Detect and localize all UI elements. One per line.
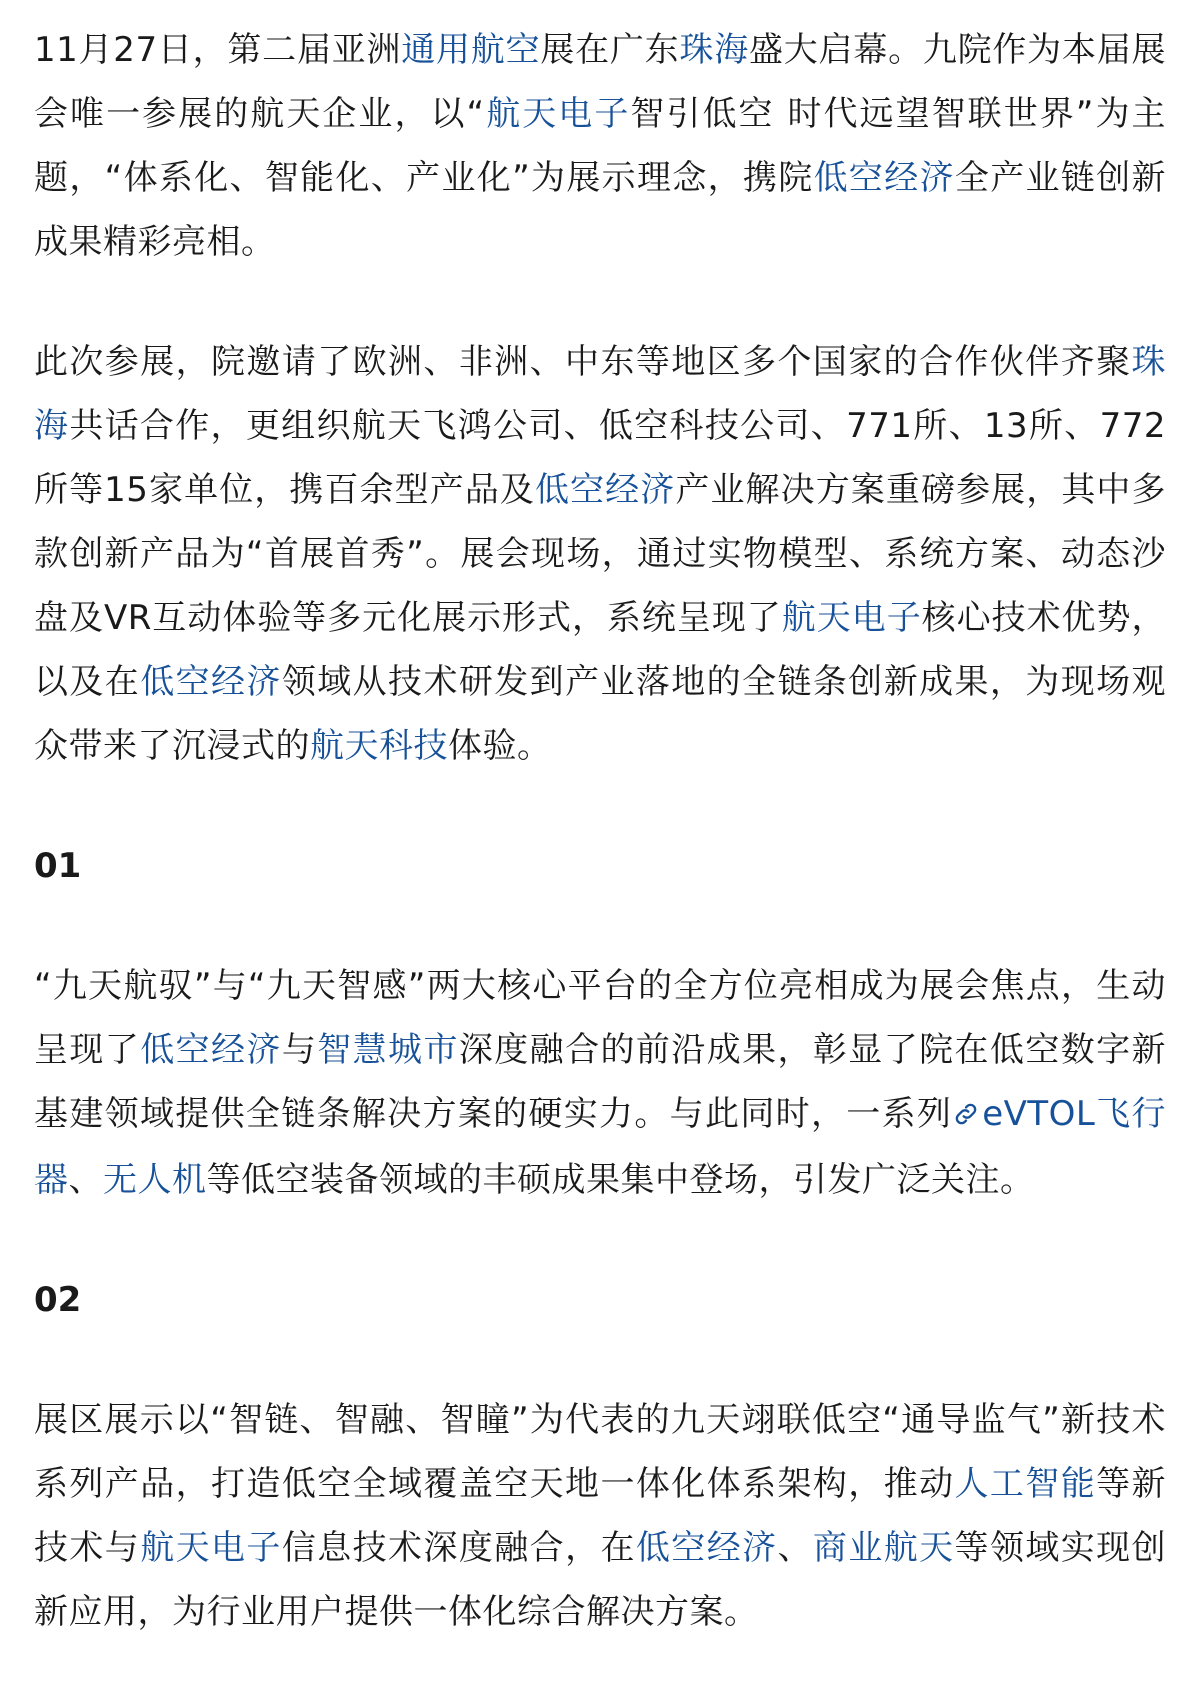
- article-paragraph: [34, 330, 1166, 778]
- article-paragraph: [34, 18, 1166, 274]
- keyword-link-text: 商业航天: [812, 1528, 955, 1568]
- article-paragraph: [34, 1388, 1166, 1644]
- paragraph-text: 产业解决方案重磅参展，其中多款创新产品为“首展首秀”。展会现场，通过实物模型、系统方案、动态沙盘及VR互动体验等多元化展示形式，系统呈现了: [34, 470, 1167, 638]
- paragraph-text: 与: [281, 1030, 318, 1070]
- section-heading: 02: [34, 1280, 82, 1320]
- keyword-link[interactable]: [954, 1464, 1096, 1504]
- keyword-link-text: 无人机: [103, 1160, 207, 1200]
- keyword-link[interactable]: [310, 726, 448, 766]
- paragraph-text: 展在广东: [540, 30, 680, 70]
- paragraph-text: 全产业链创新成果精彩亮相。: [34, 158, 1167, 262]
- paragraph-text: 等低空装备领域的丰硕成果集中登场，引发广泛关注。: [206, 1160, 1035, 1200]
- paragraph-text: 等领域实现创新应用，为行业用户提供一体化综合解决方案。: [34, 1528, 1167, 1632]
- keyword-link-text: 航天电子: [484, 94, 631, 134]
- keyword-link-text: 航天电子: [781, 598, 922, 638]
- keyword-link-text: 低空经济: [140, 1030, 282, 1070]
- paragraph-text: 、: [777, 1528, 813, 1568]
- paragraph-text: 核心技术优势，以及在: [34, 598, 1166, 702]
- article-paragraph: [34, 954, 1166, 1212]
- keyword-link[interactable]: [814, 158, 955, 198]
- keyword-link[interactable]: [782, 598, 922, 638]
- paragraph-text: 体验。: [448, 726, 552, 766]
- paragraph-text: 信息技术深度融合，在: [281, 1528, 636, 1568]
- keyword-link[interactable]: [103, 1160, 207, 1200]
- keyword-link[interactable]: [679, 30, 749, 70]
- keyword-link-text: 航天电子: [140, 1528, 282, 1568]
- keyword-link-text: 低空经济: [813, 158, 955, 198]
- keyword-link[interactable]: [813, 1528, 955, 1568]
- keyword-link-text: 珠海: [679, 30, 749, 70]
- paragraph-text: 展区展示以“智链、智融、智瞳”为代表的九天翊联低空“通导监气”新技术系列产品，打造低空全域覆盖空天地一体化体系架构，推动: [34, 1400, 1166, 1504]
- keyword-link-text: 通用航空: [401, 30, 541, 70]
- keyword-link[interactable]: [140, 1528, 282, 1568]
- keyword-link-text: 低空经济: [140, 662, 282, 702]
- keyword-link[interactable]: [401, 30, 540, 70]
- keyword-link-text: 珠海: [34, 342, 1166, 446]
- keyword-link[interactable]: [140, 1030, 282, 1070]
- paragraph-text: 此次参展，院邀请了欧洲、非洲、中东等地区多个国家的合作伙伴齐聚: [34, 342, 1132, 382]
- keyword-link[interactable]: [636, 1528, 778, 1568]
- keyword-link[interactable]: [535, 470, 675, 510]
- keyword-link[interactable]: [140, 662, 282, 702]
- link-icon: [952, 1098, 982, 1133]
- keyword-link[interactable]: [317, 1030, 459, 1070]
- paragraph-text: 智引低空 时代远望智联世界”为主题，“体系化、智能化、产业化”为展示理念，携院: [34, 94, 1167, 198]
- paragraph-text: 盛大启幕。九院作为本届展会唯一参展的航天企业，以“: [34, 30, 1167, 134]
- keyword-link-text: 人工智能: [954, 1464, 1097, 1504]
- paragraph-text: 深度融合的前沿成果，彰显了院在低空数字新基建领域提供全链条解决方案的硬实力。与此同时，一系列: [34, 1030, 1167, 1134]
- keyword-link-text: 低空经济: [635, 1528, 778, 1568]
- paragraph-text: 等新技术与: [34, 1464, 1167, 1568]
- keyword-link-text: 低空经济: [535, 470, 676, 510]
- paragraph-text: 领域从技术研发到产业落地的全链条创新成果，为现场观众带来了沉浸式的: [34, 662, 1167, 766]
- keyword-link-text: eVTOL飞行器: [34, 1094, 1166, 1200]
- paragraph-text: “九天航驭”与“九天智感”两大核心平台的全方位亮相成为展会焦点，生动呈现了: [34, 966, 1166, 1070]
- paragraph-text: 、: [68, 1160, 103, 1200]
- paragraph-text: 共话合作，更组织航天飞鸿公司、低空科技公司、771所、13所、772所等15家单位，携百余型产品及: [34, 406, 1166, 510]
- keyword-link[interactable]: [485, 94, 631, 134]
- section-heading: 01: [34, 846, 82, 886]
- keyword-link-text: 智慧城市: [317, 1030, 459, 1070]
- paragraph-text: 11月27日，第二届亚洲: [34, 30, 402, 70]
- keyword-link-text: 航天科技: [310, 726, 448, 766]
